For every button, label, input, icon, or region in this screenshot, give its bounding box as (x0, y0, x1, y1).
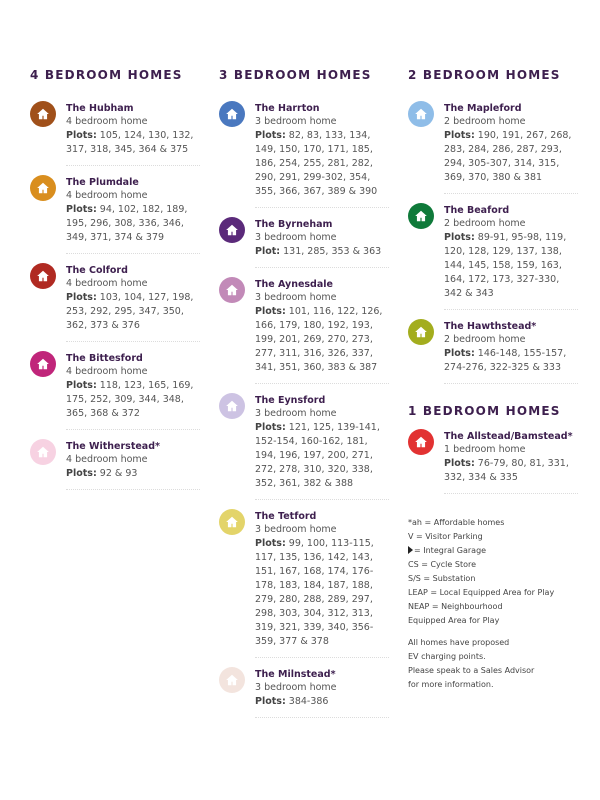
home-type: 3 bedroom home (255, 524, 337, 535)
plots-label: Plots: (66, 380, 97, 391)
home-name: The Byrneham (255, 219, 333, 230)
home-name: The Hubham (66, 103, 134, 114)
section-heading: 3 BEDROOM HOMES (219, 68, 372, 82)
home-plots (255, 129, 389, 199)
home-allstead-bamstead (408, 430, 578, 494)
home-name: The Plumdale (66, 177, 139, 188)
house-icon (219, 277, 245, 303)
home-hubham (30, 102, 200, 166)
home-aynesdale (219, 278, 389, 384)
home-type: 4 bedroom home (66, 278, 148, 289)
plots-label: Plots: (66, 292, 97, 303)
home-eynsford (219, 394, 389, 500)
plots-value: 384-386 (288, 696, 329, 707)
home-name: The Eynsford (255, 395, 326, 406)
key-item: *ah = Affordable homes (408, 518, 505, 527)
home-type: 4 bedroom home (66, 454, 148, 465)
plots-value: 92 & 93 (99, 468, 138, 479)
home-type: 2 bedroom home (444, 218, 526, 229)
home-plumdale (30, 176, 200, 254)
key-legend (408, 516, 578, 628)
home-name: The Beaford (444, 205, 510, 216)
plots-label: Plots: (255, 422, 286, 433)
plots-value: 89-91, 95-98, 119, 120, 128, 129, 137, 138, 144, 145, 158, 159, 163, 164, 172, 173, 327-330, 342 & 343 (444, 232, 567, 299)
plots-label: Plots: (66, 204, 97, 215)
section-heading: 1 BEDROOM HOMES (408, 404, 561, 418)
ev-charging-note (408, 636, 578, 692)
note-line: for more information. (408, 680, 494, 689)
home-harrton (219, 102, 389, 208)
key-item: LEAP = Local Equipped Area for Play (408, 588, 555, 597)
key-item (408, 544, 578, 558)
home-plots (444, 347, 578, 375)
home-name: The Hawthstead* (444, 321, 537, 332)
key-item: NEAP = Neighbourhood (408, 602, 503, 611)
home-type: 2 bedroom home (444, 116, 526, 127)
house-icon (30, 351, 56, 377)
home-plots (255, 421, 389, 491)
plots-value: 118, 123, 165, 169, 175, 252, 309, 344, 348, 365, 368 & 372 (66, 380, 194, 419)
home-plots (66, 379, 200, 421)
plots-value: 101, 116, 122, 126, 166, 179, 180, 192, 193, 199, 201, 269, 270, 273, 277, 311, 316, 326, 337, 341, 351, 360, 383 & 387 (255, 306, 383, 373)
plots-value: 94, 102, 182, 189, 195, 296, 308, 336, 346, 349, 371, 374 & 379 (66, 204, 188, 243)
key-item-label: = Integral Garage (414, 546, 487, 555)
plots-value: 131, 285, 353 & 363 (283, 246, 382, 257)
home-plots (255, 695, 389, 709)
note-line: All homes have proposed (408, 638, 510, 647)
home-name: The Bittesford (66, 353, 143, 364)
home-type: 3 bedroom home (255, 116, 337, 127)
home-name: The Tetford (255, 511, 317, 522)
house-icon (30, 175, 56, 201)
plots-label: Plots: (444, 348, 475, 359)
home-witherstead (30, 440, 200, 490)
home-plots (255, 305, 389, 375)
key-item: Equipped Area for Play (408, 616, 500, 625)
house-icon (408, 101, 434, 127)
key-item: V = Visitor Parking (408, 532, 483, 541)
home-plots (444, 231, 578, 301)
home-type: 1 bedroom home (444, 444, 526, 455)
plots-label: Plots: (444, 232, 475, 243)
home-plots (444, 129, 578, 185)
house-icon (30, 101, 56, 127)
home-name: The Harrton (255, 103, 320, 114)
home-type: 3 bedroom home (255, 232, 337, 243)
house-icon (219, 217, 245, 243)
home-plots (255, 245, 389, 259)
house-icon (408, 203, 434, 229)
home-plots (255, 537, 389, 649)
plots-value: 146-148, 155-157, 274-276, 322-325 & 333 (444, 348, 567, 373)
plots-label: Plots: (255, 130, 286, 141)
home-type: 3 bedroom home (255, 408, 337, 419)
home-bittesford (30, 352, 200, 430)
home-tetford (219, 510, 389, 658)
plots-label: Plots: (444, 458, 475, 469)
plots-label: Plots: (255, 538, 286, 549)
home-plots (66, 291, 200, 333)
plots-value: 82, 83, 133, 134, 149, 150, 170, 171, 185, 186, 254, 255, 281, 282, 290, 291, 299-302, 354, 355, 366, 367, 389 & 390 (255, 130, 378, 197)
home-name: The Mapleford (444, 103, 522, 114)
home-plots (66, 467, 200, 481)
home-name: The Colford (66, 265, 128, 276)
home-type: 3 bedroom home (255, 682, 337, 693)
plots-value: 121, 125, 139-141, 152-154, 160-162, 181, 194, 196, 197, 200, 271, 272, 278, 310, 320, 338, 352, 361, 382 & 388 (255, 422, 380, 489)
plots-label: Plots: (66, 130, 97, 141)
note-line: EV charging points. (408, 652, 486, 661)
home-name: The Milnstead* (255, 669, 336, 680)
plots-value: 76-79, 80, 81, 331, 332, 334 & 335 (444, 458, 569, 483)
house-icon (408, 429, 434, 455)
home-type: 2 bedroom home (444, 334, 526, 345)
house-icon (219, 393, 245, 419)
home-colford (30, 264, 200, 342)
home-mapleford (408, 102, 578, 194)
house-icon (408, 319, 434, 345)
house-icon (30, 439, 56, 465)
house-icon (219, 667, 245, 693)
key-item: S/S = Substation (408, 574, 476, 583)
home-name: The Witherstead* (66, 441, 160, 452)
home-name: The Allstead/Bamstead* (444, 431, 573, 442)
triangle-right-icon (408, 546, 413, 554)
plots-label: Plots: (444, 130, 475, 141)
plots-label: Plots: (66, 468, 97, 479)
house-icon (219, 101, 245, 127)
home-name: The Aynesdale (255, 279, 333, 290)
home-beaford (408, 204, 578, 310)
home-type: 4 bedroom home (66, 366, 148, 377)
section-4-bedroom (30, 68, 200, 500)
section-heading: 2 BEDROOM HOMES (408, 68, 561, 82)
section-2-bedroom (408, 68, 578, 692)
home-type: 4 bedroom home (66, 116, 148, 127)
section-1-bedroom (408, 404, 578, 494)
key-item: CS = Cycle Store (408, 560, 477, 569)
home-plots (444, 457, 578, 485)
house-icon (30, 263, 56, 289)
note-line: Please speak to a Sales Advisor (408, 666, 535, 675)
home-type: 4 bedroom home (66, 190, 148, 201)
plots-value: 105, 124, 130, 132, 317, 318, 345, 364 & 375 (66, 130, 194, 155)
home-plots (66, 129, 200, 157)
house-icon (219, 509, 245, 535)
home-plots (66, 203, 200, 245)
plots-label: Plots: (255, 696, 286, 707)
plots-value: 99, 100, 113-115, 117, 135, 136, 142, 143, 151, 167, 168, 174, 176-178, 183, 184, 187, 188, 279, 280, 288, 289, 297, 298, 303, 304, 312, 313, 319, 321, 339, 340, 356-359, 377 & 378 (255, 538, 374, 647)
home-type: 3 bedroom home (255, 292, 337, 303)
plots-label: Plots: (255, 306, 286, 317)
plots-value: 190, 191, 267, 268, 283, 284, 286, 287, 293, 294, 305-307, 314, 315, 369, 370, 380 & 381 (444, 130, 572, 183)
section-3-bedroom (219, 68, 389, 728)
home-byrneham (219, 218, 389, 268)
home-milnstead (219, 668, 389, 718)
plots-value: 103, 104, 127, 198, 253, 292, 295, 347, 350, 362, 373 & 376 (66, 292, 194, 331)
home-hawthstead (408, 320, 578, 384)
plots-label: Plot: (255, 246, 281, 257)
section-heading: 4 BEDROOM HOMES (30, 68, 183, 82)
